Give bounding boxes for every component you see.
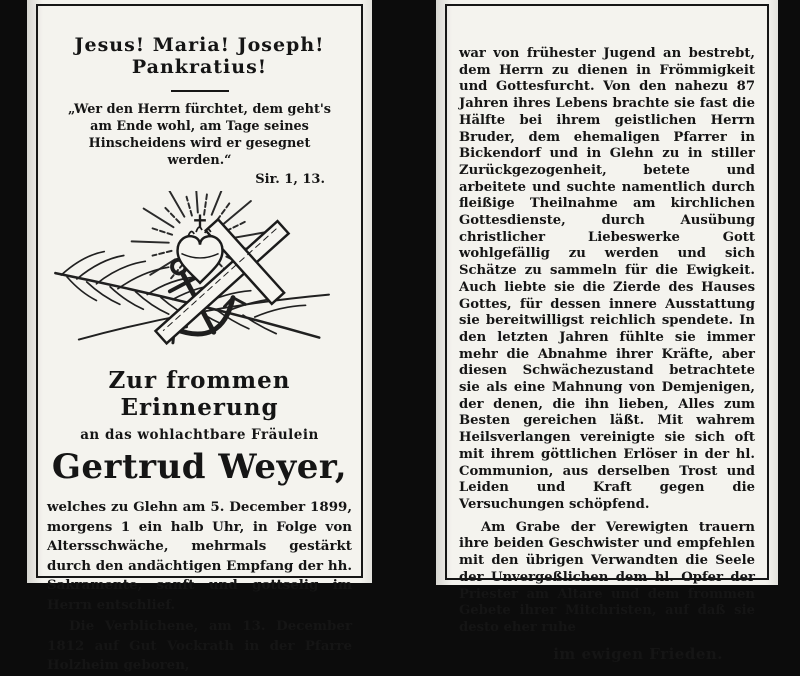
- invocation-header: Jesus! Maria! Joseph! Pankratius!: [74, 34, 325, 78]
- memorial-subheading: an das wohlachtbare Fräulein: [80, 426, 319, 443]
- mourning-paragraph: Am Grabe der Verewigten trauern ihre beiden Geschwister und empfehlen mit den übrigen Verwandten die Seele der Unvergeßlichen dem hl. Opfer der Priester am Altare und dem frommen Gebete ihrer Mitchristen, auf daß sie desto eher ruhe: [459, 519, 755, 635]
- divider-rule: [171, 90, 229, 92]
- death-notice-paragraph: welches zu Glehn am 5. December 1899, morgens 1 ein halb Uhr, in Folge von Altersschwäche, mehrmals gestärkt durch den andächtigen Empfang der hh. Sakramente, sanft und gottselig im Herrn entschlief.: [47, 498, 352, 613]
- memorial-card-left-page: [27, 0, 372, 674]
- scripture-citation: Sir. 1, 13.: [255, 171, 325, 187]
- birth-notice-paragraph: Die Verblichene, am 13. December 1812 auf Gut Vockrath in der Pfarre Holzheim geboren,: [47, 618, 352, 674]
- left-page-border-frame: [36, 4, 363, 674]
- deceased-name: Gertrud Weyer,: [51, 446, 348, 487]
- closing-line: im ewigen Frieden.: [553, 644, 723, 663]
- memorial-heading: Zur frommen Erinnerung: [108, 366, 291, 421]
- devotional-emblem-illustration: [50, 191, 350, 363]
- life-story-paragraph: war von frühester Jugend an bestrebt, dem Herrn zu dienen in Frömmigkeit und Gottesfurcht. Von den nahezu 87 Jahren ihres Lebens brachte sie fast die Hälfte bei ihrem geistlichen Herrn Bruder, dem ehemaligen Pfarrer in Bickendorf und in Glehn zu in stiller Zurückgezogenheit, betete und arbeitete und suchte namentlich durch fleißige Theilnahme am kirchlichen Gottesdienste, durch Ausübung christlicher Liebeswerke Gott wohlgefällig zu werden und sich Schätze zu sammeln für die Ewigkeit. Auch liebte sie die Zierde des Hauses Gottes, für dessen innere Ausstattung sie bereitwilligst reichlich spendete. In den letzten Jahren fühlte sie immer mehr die Abnahme ihrer Kräfte, aber diesen Schwächezustand betrachtete sie als eine Mahnung von Demjenigen, der denen, die ihn lieben, Alles zum Besten gereichen läßt. Mit wahrem Heilsverlangen vereinigte sie sich oft mit ihrem göttlichen Erlöser in der hl. Communion, aus derselben Trost und Leiden und Kraft gegen die Versuchungen schöpfend.: [459, 46, 755, 512]
- right-page-border-frame: [445, 4, 769, 663]
- memorial-card-right-page: [436, 0, 778, 663]
- scripture-quote: „Wer den Herrn fürchtet, dem geht's am Ende wohl, am Tage seines Hinscheidens wird er gesegnet werden.“: [68, 102, 331, 168]
